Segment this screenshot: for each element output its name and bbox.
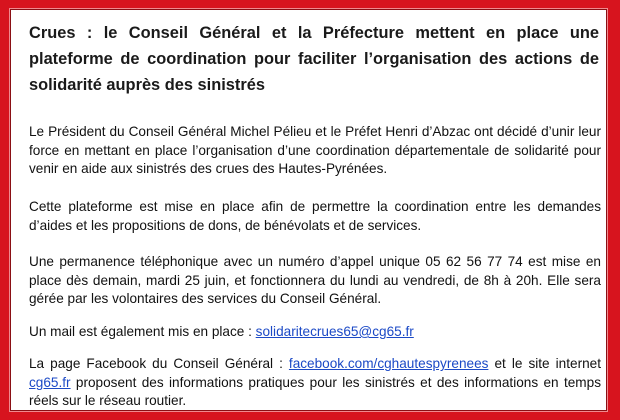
paragraph-announcement: Le Président du Conseil Général Michel Pélieu et le Préfet Henri d’Abzac ont décidé d’unir leur force en mettant en place l’organisation d’une coordination départementale de solidarité pour venir en aide aux sinistrés des crues des Hautes-Pyrénées.: [29, 124, 601, 176]
facebook-intro-text: La page Facebook du Conseil Général :: [29, 356, 289, 371]
press-release-title: Crues : le Conseil Général et la Préfecture mettent en place une plateforme de coordination pour faciliter l’organisation des actions de solidarité auprès des sinistrés: [29, 24, 599, 94]
website-link[interactable]: cg65.fr: [29, 374, 71, 390]
press-release-panel: [10, 9, 607, 411]
email-intro-text: Un mail est également mis en place :: [29, 324, 256, 339]
facebook-link[interactable]: facebook.com/cghautespyrenees: [288, 356, 489, 371]
paragraph-email: [29, 323, 601, 342]
website-intro-text: et le site internet: [488, 356, 601, 371]
paragraph-purpose: Cette plateforme est mise en place afin de permettre la coordination entre les demandes d’aides et les propositions de dons, de bénévolats et de services.: [29, 199, 601, 233]
paragraph-online-resources: [29, 355, 601, 411]
resources-description-text: proposent des informations pratiques pour les sinistrés et des informations en temps réels sur le réseau routier.: [29, 374, 601, 408]
email-link[interactable]: solidaritecrues65@cg65.fr: [255, 324, 414, 339]
paragraph-phone-line: Une permanence téléphonique avec un numéro d’appel unique 05 62 56 77 74 est mise en place dès demain, mardi 25 juin, et fonctionnera du lundi au vendredi, de 8h à 20h. Elle sera gérée par les volontaires des services du Conseil Général.: [29, 254, 601, 306]
